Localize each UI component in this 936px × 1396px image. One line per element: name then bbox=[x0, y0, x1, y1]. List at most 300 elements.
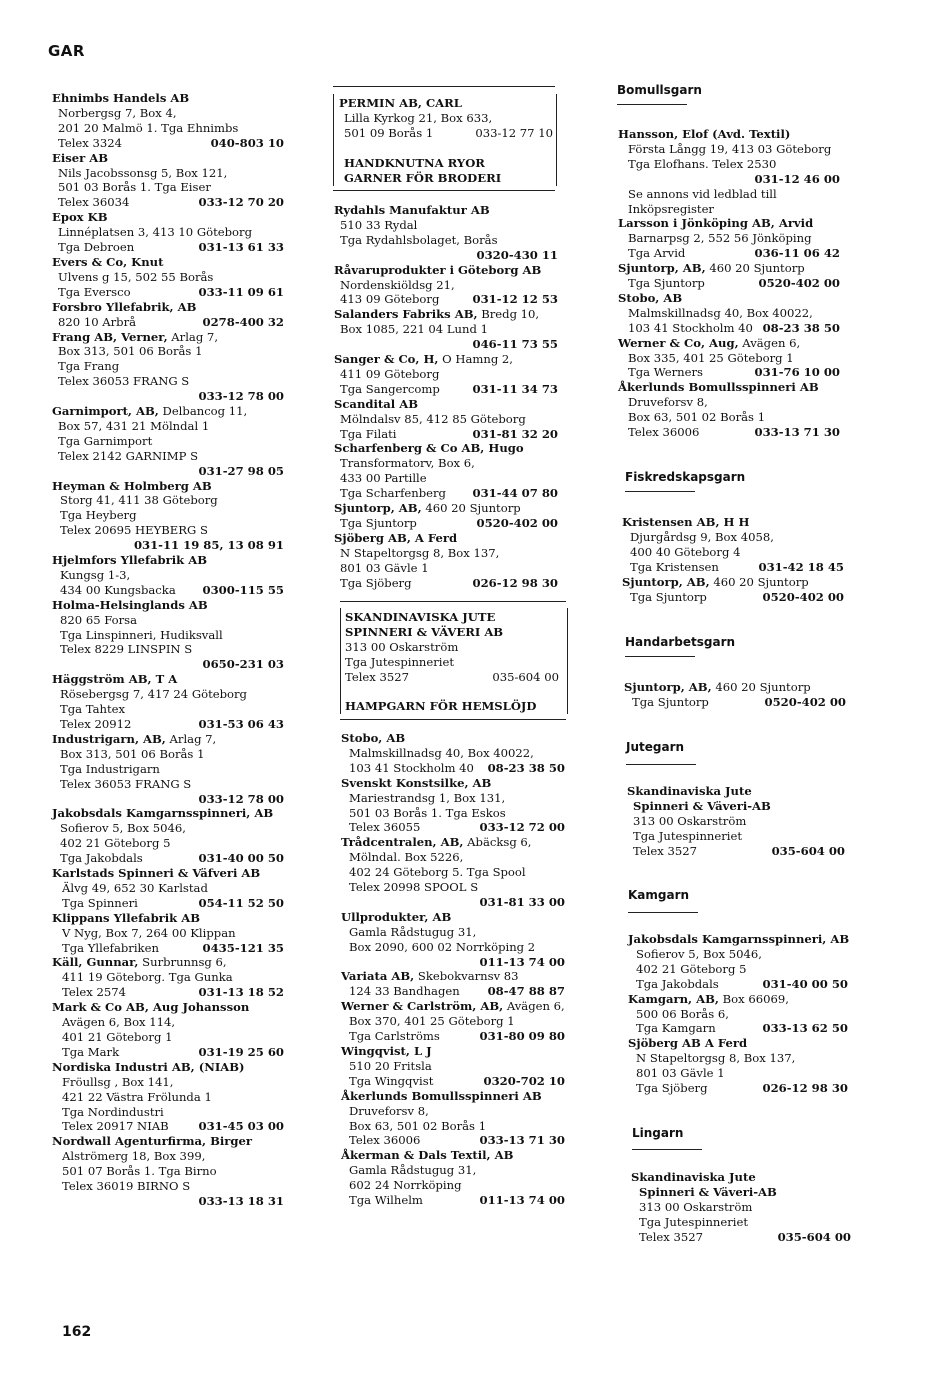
address-line: 313 00 Oskarström bbox=[639, 1199, 753, 1214]
address-line: Telex 20917 NIAB bbox=[62, 1119, 169, 1134]
address-line: Telex 20695 HEYBERG S bbox=[60, 523, 208, 538]
address-line: Malmskillnadsg 40, Box 40022, bbox=[628, 305, 813, 320]
listing-entry bbox=[341, 835, 565, 910]
listing-entry bbox=[52, 672, 284, 732]
address-line: Första Långg 19, 413 03 Göteborg bbox=[628, 141, 832, 156]
phone-number: 031-13 18 52 bbox=[198, 985, 284, 1000]
phone-number: 0300-115 55 bbox=[202, 582, 284, 597]
phone-number: 0435-121 35 bbox=[202, 940, 284, 955]
address-line: Sofierov 5, Box 5046, bbox=[60, 821, 186, 836]
listing-entry bbox=[618, 336, 840, 381]
address-line: Tga Kristensen bbox=[630, 559, 719, 574]
company-name: Larsson i Jönköping AB, Arvid bbox=[618, 216, 814, 231]
rule bbox=[617, 104, 687, 105]
phone-number: 031-19 25 60 bbox=[198, 1044, 284, 1059]
phone-number: 08-47 88 87 bbox=[487, 984, 565, 999]
rule bbox=[626, 764, 696, 765]
address-line: Mölndalsv 85, 412 85 Göteborg bbox=[340, 411, 526, 426]
address-line: Tga Sjuntorp bbox=[632, 694, 709, 709]
phone-number: 033-12 78 00 bbox=[198, 389, 284, 404]
ad-name: SKANDINAVISKA JUTE bbox=[345, 610, 496, 624]
phone-number: 0320-702 10 bbox=[483, 1073, 565, 1088]
company-name: Rydahls Manufaktur AB bbox=[334, 203, 490, 217]
listing-entry bbox=[628, 932, 848, 992]
listing-entry bbox=[52, 300, 284, 330]
company-name: Mark & Co AB, Aug Johansson bbox=[52, 1000, 250, 1015]
address-line: Tga Jakobdals bbox=[60, 851, 143, 866]
company-name: Forsbro Yllefabrik, AB bbox=[52, 299, 197, 314]
address-line: Telex 36053 FRANG S bbox=[58, 374, 190, 389]
company-name: Skandinaviska Jute bbox=[627, 784, 752, 798]
address-line: Box 57, 431 21 Mölndal 1 bbox=[58, 418, 210, 433]
phone-number: 033-12 78 00 bbox=[198, 791, 284, 806]
address-line: Telex 8229 LINSPIN S bbox=[60, 642, 193, 657]
address-line: Tga Sjuntorp bbox=[628, 276, 705, 291]
phone-number: 054-11 52 50 bbox=[198, 895, 284, 910]
address-line: 510 20 Fritsla bbox=[349, 1058, 432, 1073]
address-line: Tga Wingqvist bbox=[349, 1073, 434, 1088]
address-line: 411 09 Göteborg bbox=[340, 366, 440, 381]
phone-number: 033-13 18 31 bbox=[198, 1193, 284, 1208]
company-name-tail: Bredg 10, bbox=[477, 307, 540, 322]
page-number: 162 bbox=[62, 1324, 92, 1340]
company-name: Sjuntorp, AB, bbox=[624, 680, 712, 694]
phone-number: 08-23 38 50 bbox=[762, 320, 840, 335]
listing-entry bbox=[52, 866, 284, 911]
section-title-lingarn: Lingarn bbox=[632, 1126, 684, 1140]
address-line: Se annons vid ledblad till bbox=[628, 186, 777, 201]
address-line: 103 41 Stockholm 40 bbox=[628, 320, 753, 335]
phone-number: 0520-402 00 bbox=[476, 516, 558, 530]
address-line: Telex 36053 FRANG S bbox=[60, 776, 192, 791]
address-line: Telex 3527 bbox=[639, 1229, 703, 1244]
address-line: Sofierov 5, Box 5046, bbox=[636, 946, 762, 961]
address-line: Transformatorv, Box 6, bbox=[340, 456, 475, 471]
phone-number: 031-81 33 00 bbox=[479, 894, 565, 909]
address-line: Linnéplatsen 3, 413 10 Göteborg bbox=[58, 225, 252, 240]
phone-number: 046-11 73 55 bbox=[472, 337, 558, 352]
phone-number: 031-12 46 00 bbox=[754, 171, 840, 186]
company-name: Scandital AB bbox=[334, 396, 418, 411]
address-line: Tga Garnimport bbox=[58, 433, 153, 448]
phone-number: 036-11 06 42 bbox=[754, 246, 840, 261]
address-line: Box 313, 501 06 Borås 1 bbox=[60, 746, 205, 761]
ad-line: Lilla Kyrkog 21, Box 633, bbox=[344, 110, 493, 125]
rule bbox=[628, 912, 698, 913]
listing-entry bbox=[52, 806, 284, 866]
address-line: Tga Debroen bbox=[58, 240, 135, 255]
address-line: Gamla Rådstugug 31, bbox=[349, 924, 477, 939]
ad-line: Telex 3527 bbox=[345, 669, 409, 684]
listing-entry bbox=[618, 216, 840, 261]
address-line: 313 00 Oskarström bbox=[633, 813, 747, 828]
rule bbox=[632, 1149, 702, 1150]
company-name: Stobo, AB bbox=[341, 731, 406, 745]
address-line: Mariestrandsg 1, Box 131, bbox=[349, 790, 506, 805]
phone-number: 033-13 62 50 bbox=[762, 1021, 848, 1036]
address-line: 433 00 Partille bbox=[340, 471, 427, 486]
company-name: Åkerman & Dals Textil, AB bbox=[341, 1148, 514, 1163]
phone-number: 033-13 71 30 bbox=[754, 425, 840, 440]
rule bbox=[333, 86, 555, 87]
address-line: Box 335, 401 25 Göteborg 1 bbox=[628, 350, 794, 365]
phone-number: 031-40 00 50 bbox=[198, 851, 284, 866]
company-name: Stobo, AB bbox=[618, 290, 683, 305]
address-line: Storg 41, 411 38 Göteborg bbox=[60, 493, 218, 508]
listing-entry bbox=[334, 397, 558, 442]
company-name: Ehnimbs Handels AB bbox=[52, 91, 190, 105]
address-line: 510 33 Rydal bbox=[340, 217, 418, 232]
phone-number: 0520-402 00 bbox=[764, 694, 846, 709]
address-line: Tga Jakobdals bbox=[636, 976, 719, 991]
phone-number: 031-45 03 00 bbox=[198, 1119, 284, 1134]
address-line: 820 65 Forsa bbox=[60, 612, 138, 627]
address-line: Gamla Rådstugug 31, bbox=[349, 1163, 477, 1178]
company-name: Sjuntorp, AB, bbox=[622, 574, 710, 589]
company-name: Eiser AB bbox=[52, 150, 109, 165]
ad-line: 313 00 Oskarström bbox=[345, 639, 459, 654]
company-name-tail: Arlag 7, bbox=[165, 731, 217, 746]
listing-entry bbox=[334, 441, 558, 501]
phone-number: 0320-430 11 bbox=[476, 247, 558, 262]
ad-bold-line: HAMPGARN FÖR HEMSLÖJD bbox=[345, 699, 537, 714]
company-name: Trådcentralen, AB, bbox=[341, 835, 464, 850]
listing-entry bbox=[334, 501, 558, 531]
company-name-tail: 460 20 Sjuntorp bbox=[421, 501, 521, 516]
address-line: Tga Carlströms bbox=[349, 1029, 440, 1044]
ad-phone: 035-604 00 bbox=[492, 669, 559, 684]
company-name: Heyman & Holmberg AB bbox=[52, 478, 212, 493]
company-name-tail: Surbrunnsg 6, bbox=[138, 955, 227, 970]
address-line: Nils Jacobssonsg 5, Box 121, bbox=[58, 165, 228, 180]
company-name: Klippans Yllefabrik AB bbox=[52, 910, 201, 925]
ad-bold-line: HANDKNUTNA RYOR bbox=[344, 155, 485, 170]
address-line: 421 22 Västra Frölunda 1 bbox=[62, 1089, 212, 1104]
listing-entry bbox=[52, 553, 284, 598]
ad-name: PERMIN AB, CARL bbox=[339, 96, 462, 110]
phone-number: 040-803 10 bbox=[210, 135, 284, 150]
address-line: 801 03 Gävle 1 bbox=[636, 1066, 725, 1081]
address-line: N Stapeltorgsg 8, Box 137, bbox=[340, 545, 500, 560]
company-name: Jakobsdals Kamgarnsspinneri, AB bbox=[628, 932, 850, 946]
company-name: Karlstads Spinneri & Väfveri AB bbox=[52, 866, 261, 881]
address-line: Telex 20998 SPOOL S bbox=[349, 880, 479, 895]
phone-number: 031-42 18 45 bbox=[758, 559, 844, 574]
listing-entry bbox=[341, 776, 565, 836]
address-line: Box 2090, 600 02 Norrköping 2 bbox=[349, 939, 536, 954]
address-line: Telex 36006 bbox=[628, 425, 700, 440]
listing-entry bbox=[52, 732, 284, 807]
address-line: Telex 2574 bbox=[62, 985, 126, 1000]
phone-number: 031-12 12 53 bbox=[472, 292, 558, 307]
ad-permin bbox=[333, 94, 557, 186]
listing-entry bbox=[631, 1170, 851, 1245]
address-line: Alströmerg 18, Box 399, bbox=[62, 1149, 206, 1164]
address-line: Telex 3324 bbox=[58, 135, 122, 150]
listing-entry bbox=[52, 255, 284, 300]
phone-number: 035-604 00 bbox=[771, 843, 845, 858]
ad-name: SPINNERI & VÄVERI AB bbox=[345, 624, 504, 639]
address-line: Tga Jutespinneriet bbox=[633, 828, 743, 843]
phone-number: 0520-402 00 bbox=[762, 589, 844, 604]
address-line: Box 63, 501 02 Borås 1 bbox=[349, 1118, 487, 1133]
company-name: Käll, Gunnar, bbox=[52, 955, 139, 970]
section-title-bomullsgarn: Bomullsgarn bbox=[617, 83, 702, 97]
phone-number: 026-12 98 30 bbox=[762, 1081, 848, 1096]
address-line: 400 40 Göteborg 4 bbox=[630, 544, 741, 559]
address-line: Barnarpsg 2, 552 56 Jönköping bbox=[628, 231, 812, 246]
company-name: Scharfenberg & Co AB, Hugo bbox=[334, 441, 524, 456]
address-line: Tga Werners bbox=[628, 365, 703, 380]
company-name: Kristensen AB, H H bbox=[622, 515, 750, 529]
phone-number: 035-604 00 bbox=[777, 1229, 851, 1244]
listing-entry bbox=[334, 352, 558, 397]
company-name: Kamgarn, AB, bbox=[628, 991, 719, 1006]
phone-number: 0278-400 32 bbox=[202, 314, 284, 329]
listing-entry bbox=[341, 1089, 565, 1149]
listing-entry bbox=[52, 598, 284, 673]
address-line: 401 21 Göteborg 1 bbox=[62, 1030, 173, 1045]
address-line: Tga Yllefabriken bbox=[62, 940, 159, 955]
company-name-tail: 460 20 Sjuntorp bbox=[711, 680, 811, 694]
listing-entry bbox=[622, 575, 844, 605]
address-line: 820 10 Arbrå bbox=[58, 314, 137, 329]
company-name-tail: Box 66069, bbox=[718, 991, 789, 1006]
address-line: Druveforsv 8, bbox=[628, 395, 708, 410]
address-line: Norbergsg 7, Box 4, bbox=[58, 105, 177, 120]
page-header: GAR bbox=[48, 42, 85, 60]
listing-entry bbox=[52, 330, 284, 405]
listing-entry bbox=[627, 784, 845, 859]
address-line: Tga Filati bbox=[340, 426, 397, 441]
listing-entry bbox=[618, 127, 840, 216]
address-line: Tga Arvid bbox=[628, 246, 686, 261]
company-name: Sjuntorp, AB, bbox=[618, 261, 706, 276]
phone-number: 031-11 19 85, 13 08 91 bbox=[133, 538, 284, 553]
phone-number: 0520-402 00 bbox=[758, 276, 840, 291]
address-line: Tga Sjuntorp bbox=[340, 516, 417, 530]
company-name: Garnimport, AB, bbox=[52, 404, 159, 419]
address-line: Tga Linspinneri, Hudiksvall bbox=[60, 627, 223, 642]
ad-skandinaviska-jute bbox=[340, 608, 568, 714]
address-line: Tga Jutespinneriet bbox=[639, 1214, 749, 1229]
address-line: Tga Spinneri bbox=[62, 895, 138, 910]
address-line: Druveforsv 8, bbox=[349, 1103, 429, 1118]
company-name-tail: O Hamng 2, bbox=[438, 352, 513, 367]
address-line: 801 03 Gävle 1 bbox=[340, 560, 429, 575]
address-line: Box 63, 501 02 Borås 1 bbox=[628, 410, 766, 425]
phone-number: 011-13 74 00 bbox=[479, 954, 565, 969]
address-line: Inköpsregister bbox=[628, 201, 714, 216]
address-line: Nordenskiöldsg 21, bbox=[340, 277, 455, 292]
company-name-tail: Delbancog 11, bbox=[158, 404, 248, 419]
address-line: Tga Sjöberg bbox=[340, 575, 412, 590]
listing-entry bbox=[628, 992, 848, 1037]
rule bbox=[625, 491, 695, 492]
address-line: Tga Mark bbox=[62, 1044, 120, 1059]
ad-line: 501 09 Borås 1 bbox=[344, 125, 434, 140]
address-line: Telex 3527 bbox=[633, 843, 697, 858]
company-name: Svenskt Konstsilke, AB bbox=[341, 775, 492, 790]
address-line: Rösebergsg 7, 417 24 Göteborg bbox=[60, 687, 247, 702]
phone-number: 031-76 10 00 bbox=[754, 365, 840, 380]
listing-entry bbox=[52, 1000, 284, 1060]
address-line: Telex 36006 bbox=[349, 1133, 421, 1148]
listing-entry bbox=[52, 210, 284, 255]
address-line: Tga Elofhans. Telex 2530 bbox=[628, 156, 777, 171]
company-name: Skandinaviska Jute bbox=[631, 1170, 756, 1184]
company-name: Wingqvist, L J bbox=[341, 1044, 432, 1058]
section-title-fiskredskapsgarn: Fiskredskapsgarn bbox=[625, 470, 746, 484]
address-line: 201 20 Malmö 1. Tga Ehnimbs bbox=[58, 120, 239, 135]
rule bbox=[333, 190, 555, 191]
address-line: 402 21 Göteborg 5 bbox=[636, 961, 747, 976]
company-name: Werner & Co, Aug, bbox=[618, 335, 739, 350]
phone-number: 026-12 98 30 bbox=[472, 575, 558, 590]
address-line: 501 07 Borås 1. Tga Birno bbox=[62, 1164, 217, 1179]
company-name-tail: 460 20 Sjuntorp bbox=[709, 574, 809, 589]
company-name: Åkerlunds Bomullsspinneri AB bbox=[618, 380, 819, 395]
listing-entry bbox=[334, 203, 558, 263]
address-line: 402 21 Göteborg 5 bbox=[60, 836, 171, 851]
phone-number: 033-12 72 00 bbox=[479, 820, 565, 835]
address-line: 434 00 Kungsbacka bbox=[60, 582, 176, 597]
address-line: N Stapeltorgsg 8, Box 137, bbox=[636, 1051, 796, 1066]
listing-entry bbox=[52, 479, 284, 554]
address-line: Mölndal. Box 5226, bbox=[349, 850, 464, 865]
company-name: Sjuntorp, AB, bbox=[334, 501, 422, 516]
address-line: 402 24 Göteborg 5. Tga Spool bbox=[349, 865, 526, 880]
section-title-kamgarn: Kamgarn bbox=[628, 888, 690, 902]
rule bbox=[340, 719, 566, 720]
phone-number: 033-13 71 30 bbox=[479, 1133, 565, 1148]
ad-phone: 033-12 77 10 bbox=[475, 125, 553, 140]
company-name: Ullprodukter, AB bbox=[341, 909, 452, 924]
company-name: Holma-Helsinglands AB bbox=[52, 597, 208, 612]
listing-entry bbox=[52, 911, 284, 956]
address-line: Tga Industrigarn bbox=[60, 761, 160, 776]
ad-line: Tga Jutespinneriet bbox=[345, 654, 455, 669]
address-line: Box 1085, 221 04 Lund 1 bbox=[340, 322, 488, 337]
address-line: Box 370, 401 25 Göteborg 1 bbox=[349, 1014, 515, 1029]
listing-entry bbox=[341, 1044, 565, 1089]
listing-entry bbox=[341, 910, 565, 970]
company-name-tail: Skebokvarnsv 83 bbox=[414, 969, 519, 984]
company-name: Industrigarn, AB, bbox=[52, 731, 166, 746]
company-name: Häggström AB, T A bbox=[52, 672, 178, 687]
address-line: Tga Rydahlsbolaget, Borås bbox=[340, 232, 498, 247]
phone-number: 0650-231 03 bbox=[202, 657, 284, 672]
listing-entry bbox=[52, 404, 284, 479]
listing-entry bbox=[341, 969, 565, 999]
address-line: Tga Kamgarn bbox=[636, 1021, 716, 1036]
company-name-tail: Avägen 6, bbox=[738, 335, 801, 350]
company-name: Sjöberg AB, A Ferd bbox=[334, 530, 458, 545]
phone-number: 033-11 09 61 bbox=[198, 284, 284, 299]
address-line: Telex 20912 bbox=[60, 717, 132, 731]
address-line: Malmskillnadsg 40, Box 40022, bbox=[349, 745, 534, 760]
address-line: Tga Scharfenberg bbox=[340, 486, 446, 501]
company-name: Variata AB, bbox=[341, 969, 415, 984]
address-line: Tga Wilhelm bbox=[349, 1193, 423, 1208]
phone-number: 031-40 00 50 bbox=[762, 976, 848, 991]
address-line: Tga Tahtex bbox=[60, 702, 126, 717]
phone-number: 031-44 07 80 bbox=[472, 486, 558, 501]
phone-number: 031-81 32 20 bbox=[472, 426, 558, 441]
address-line: Tga Frang bbox=[58, 359, 120, 374]
listing-entry bbox=[628, 1036, 848, 1096]
company-name: Hjelmfors Yllefabrik AB bbox=[52, 553, 208, 568]
company-name: Hansson, Elof (Avd. Textil) bbox=[618, 127, 791, 141]
listing-entry bbox=[334, 307, 558, 352]
address-line: Tga Nordindustri bbox=[62, 1104, 164, 1119]
address-line: 124 33 Bandhagen bbox=[349, 984, 460, 999]
company-name: Jakobsdals Kamgarnsspinneri, AB bbox=[52, 806, 274, 821]
company-name: Sjöberg AB A Ferd bbox=[628, 1036, 748, 1051]
phone-number: 031-11 34 73 bbox=[472, 381, 558, 396]
address-line: 413 09 Göteborg bbox=[340, 292, 440, 307]
address-line: 501 03 Borås 1. Tga Eiser bbox=[58, 180, 211, 195]
listing-entry bbox=[618, 291, 840, 336]
address-line: Telex 2142 GARNIMP S bbox=[58, 448, 199, 463]
address-line: 501 03 Borås 1. Tga Eskos bbox=[349, 805, 506, 820]
address-line: 103 41 Stockholm 40 bbox=[349, 760, 474, 775]
rule bbox=[625, 656, 695, 657]
phone-number: 031-13 61 33 bbox=[198, 240, 284, 255]
company-name: Epox KB bbox=[52, 210, 108, 225]
address-line: Ulvens g 15, 502 55 Borås bbox=[58, 269, 214, 284]
address-line: Box 313, 501 06 Borås 1 bbox=[58, 344, 203, 359]
company-name-tail: Abäcksg 6, bbox=[463, 835, 532, 850]
listing-entry bbox=[52, 151, 284, 211]
company-name: Åkerlunds Bomullsspinneri AB bbox=[341, 1088, 542, 1103]
listing-entry bbox=[624, 680, 846, 710]
listing-entry bbox=[622, 515, 844, 575]
company-name: Nordiska Industri AB, (NIAB) bbox=[52, 1059, 245, 1074]
address-line: Tga Eversco bbox=[58, 284, 131, 299]
address-line: Älvg 49, 652 30 Karlstad bbox=[62, 880, 208, 895]
listing-entry bbox=[341, 731, 565, 776]
listing-entry bbox=[334, 263, 558, 308]
phone-number: 031-80 09 80 bbox=[479, 1029, 565, 1044]
section-title-jutegarn: Jutegarn bbox=[626, 740, 685, 754]
address-line: Spinneri & Väveri-AB bbox=[639, 1184, 777, 1199]
company-name: Evers & Co, Knut bbox=[52, 254, 164, 269]
ad-bold-line: GARNER FÖR BRODERI bbox=[344, 170, 502, 185]
phone-number: 08-23 38 50 bbox=[487, 760, 565, 775]
address-line: Tga Sjöberg bbox=[636, 1081, 708, 1096]
address-line: V Nyg, Box 7, 264 00 Klippan bbox=[62, 925, 236, 940]
section-title-handarbetsgarn: Handarbetsgarn bbox=[625, 635, 736, 649]
address-line: Telex 36019 BIRNO S bbox=[62, 1179, 191, 1194]
address-line: Kungsg 1-3, bbox=[60, 567, 131, 582]
address-line: Tga Sangercomp bbox=[340, 381, 440, 396]
phone-number: 011-13 74 00 bbox=[479, 1193, 565, 1208]
company-name-tail: Avägen 6, bbox=[503, 999, 565, 1014]
listing-entry bbox=[52, 1060, 284, 1135]
address-line: Telex 36055 bbox=[349, 820, 421, 835]
company-name: Salanders Fabriks AB, bbox=[334, 307, 478, 322]
listing-entry bbox=[341, 1148, 565, 1208]
company-name-tail: Arlag 7, bbox=[167, 329, 218, 344]
listing-entry bbox=[52, 91, 284, 151]
address-line: Telex 36034 bbox=[58, 195, 130, 210]
address-line: 500 06 Borås 6, bbox=[636, 1006, 729, 1021]
phone-number: 033-12 70 20 bbox=[198, 195, 284, 210]
company-name: Sanger & Co, H, bbox=[334, 352, 439, 367]
address-line: Avägen 6, Box 114, bbox=[62, 1015, 176, 1030]
company-name: Werner & Carlström, AB, bbox=[341, 999, 504, 1014]
